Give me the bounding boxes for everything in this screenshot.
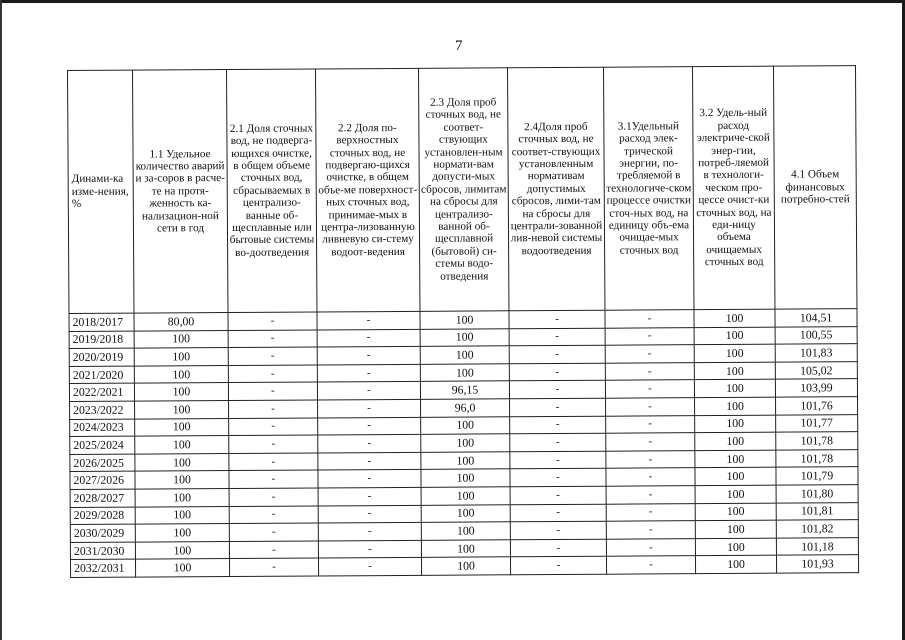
col-3-1-cell: - — [606, 450, 695, 468]
col-2-3-cell: 100 — [420, 346, 509, 364]
col-4-1-cell: 101,77 — [776, 414, 858, 432]
col-2-2-cell: - — [318, 558, 421, 576]
year-cell: 2021/2020 — [69, 366, 134, 384]
page-number: 7 — [455, 38, 463, 54]
col-1-1-cell: 100 — [135, 524, 229, 542]
year-cell: 2029/2028 — [70, 507, 135, 525]
col-2-4-cell: - — [509, 363, 605, 381]
col-2-1-cell: - — [229, 435, 318, 453]
col-2-3-cell: 100 — [421, 522, 510, 540]
col-2-3-cell: 100 — [421, 452, 510, 470]
col-2-4-cell: - — [509, 381, 605, 399]
col-2-4-cell: - — [510, 539, 606, 557]
year-cell: 2026/2025 — [70, 454, 135, 472]
col-1-1-cell: 100 — [135, 400, 229, 418]
col-3-2-cell: 100 — [695, 450, 776, 468]
col-3-1-cell: - — [606, 521, 695, 539]
col-3-1-cell: - — [605, 310, 694, 328]
col-1-1-cell: 100 — [135, 559, 229, 577]
year-cell: 2020/2019 — [69, 348, 134, 366]
col-2-3-cell: 100 — [421, 434, 510, 452]
col-4-1-cell: 101,82 — [776, 520, 858, 538]
col-3-2-cell: 100 — [695, 485, 776, 503]
col-2-1-cell: - — [229, 558, 318, 576]
col-2-2-cell: - — [318, 399, 421, 417]
col-2-2-cell: - — [318, 505, 421, 523]
col-2-4-cell: - — [510, 521, 606, 539]
col-3-1-cell: - — [606, 556, 695, 574]
col-4-1-cell: 101,18 — [776, 537, 858, 555]
col-2-4-cell: - — [510, 469, 606, 487]
col-2-4-cell: - — [510, 398, 606, 416]
col-2-3-cell: 96,0 — [421, 399, 510, 417]
col-3-2-cell: 100 — [694, 344, 775, 362]
col-2-3-cell: 100 — [421, 416, 510, 434]
col-2-4-cell: - — [510, 504, 606, 522]
scan-border-left — [0, 0, 2, 640]
col-2-2-cell: - — [317, 311, 420, 329]
col-1-1-cell: 100 — [135, 488, 229, 506]
col-1-1-cell: 100 — [134, 348, 228, 366]
column-header-3-2: 3.2 Удель-ный расход электриче-ской энер-гии, потреб-ляемой в технологи-ческом про-цессе очист-ки сточных вод, на еди-ницу объема очищаемых сточных вод — [692, 66, 774, 309]
col-2-1-cell: - — [228, 330, 317, 348]
year-cell: 2031/2030 — [70, 542, 135, 560]
col-1-1-cell: 100 — [134, 365, 228, 383]
year-cell: 2028/2027 — [70, 489, 135, 507]
col-1-1-cell: 100 — [134, 383, 228, 401]
col-2-1-cell: - — [229, 541, 318, 559]
col-2-4-cell: - — [510, 557, 606, 575]
table-header — [68, 66, 857, 314]
col-3-2-cell: 100 — [694, 362, 775, 380]
col-2-3-cell: 100 — [421, 504, 510, 522]
col-3-1-cell: - — [606, 503, 695, 521]
col-3-2-cell: 100 — [695, 397, 776, 415]
year-cell: 2027/2026 — [70, 471, 135, 489]
col-4-1-cell: 101,78 — [776, 432, 858, 450]
col-2-4-cell: - — [509, 310, 605, 328]
col-2-3-cell: 100 — [420, 364, 509, 382]
col-4-1-cell: 101,78 — [776, 449, 858, 467]
col-3-2-cell: 100 — [695, 432, 776, 450]
col-2-3-cell: 100 — [420, 328, 509, 346]
col-2-2-cell: - — [317, 347, 420, 365]
col-1-1-cell: 100 — [135, 418, 229, 436]
col-1-1-cell: 100 — [135, 506, 229, 524]
col-2-2-cell: - — [318, 487, 421, 505]
col-3-1-cell: - — [606, 538, 695, 556]
col-4-1-cell: 101,76 — [776, 397, 858, 415]
col-2-2-cell: - — [318, 452, 421, 470]
col-2-2-cell: - — [318, 417, 421, 435]
column-header-2-4: 2.4Доля проб сточных вод, не соответ-ствующих установленным нормативам допустимых сбросов, лими-там на сбросы для централи-зованной лив-невой системы водоотведения — [507, 67, 604, 311]
col-3-2-cell: 100 — [694, 327, 775, 345]
col-2-3-cell: 100 — [421, 469, 510, 487]
col-4-1-cell: 105,02 — [775, 361, 857, 379]
col-3-1-cell: - — [605, 380, 694, 398]
column-header-2-3: 2.3 Доля проб сточных вод, не соответ-ствующих установлен-ным нормати-вам допусти-мых сбросов, лимитам на сбросы для централизо-ванной об-щесплавной (бытовой) си-стемы водо-отведения — [418, 68, 508, 312]
col-2-2-cell: - — [317, 382, 420, 400]
col-1-1-cell: 100 — [135, 436, 229, 454]
col-2-1-cell: - — [228, 347, 317, 365]
col-2-1-cell: - — [228, 382, 317, 400]
col-3-1-cell: - — [606, 468, 695, 486]
col-2-2-cell: - — [317, 364, 420, 382]
column-header-4-1: 4.1 Объем финансовых потребно-стей — [773, 66, 856, 309]
col-2-2-cell: - — [318, 470, 421, 488]
col-4-1-cell: 104,51 — [775, 309, 857, 327]
col-2-2-cell: - — [318, 540, 421, 558]
col-3-2-cell: 100 — [695, 555, 776, 573]
col-2-1-cell: - — [229, 523, 318, 541]
col-2-1-cell: - — [229, 506, 318, 524]
col-3-1-cell: - — [606, 398, 695, 416]
col-2-4-cell: - — [510, 486, 606, 504]
column-header-3-1: 3.1Удельный расход элек-трической энергии, по-требляемой в технологиче-ском процессе очистки сточ-ных вод, на единицу объ-ема очищае-мых сточных вод — [603, 67, 693, 311]
year-cell: 2018/2017 — [69, 313, 134, 331]
col-3-1-cell: - — [605, 345, 694, 363]
year-cell: 2023/2022 — [70, 401, 135, 419]
col-2-2-cell: - — [318, 522, 421, 540]
col-2-3-cell: 96,15 — [420, 381, 509, 399]
col-3-1-cell: - — [606, 486, 695, 504]
col-1-1-cell: 100 — [135, 541, 229, 559]
year-cell: 2030/2029 — [70, 524, 135, 542]
column-header-change-dynamics: Динами-ка изме-нения, % — [68, 70, 134, 313]
col-2-3-cell: 100 — [421, 487, 510, 505]
table-body — [69, 309, 859, 578]
col-4-1-cell: 101,93 — [776, 555, 858, 573]
table-row — [70, 555, 858, 577]
col-3-2-cell: 100 — [695, 415, 776, 433]
col-2-1-cell: - — [228, 312, 317, 330]
col-4-1-cell: 100,55 — [775, 326, 857, 344]
column-header-1-1: 1.1 Удельное количество аварий и за-соров в расче-те на протя-женность ка-нализацион-ной сети в год — [133, 70, 228, 314]
col-3-2-cell: 100 — [695, 468, 776, 486]
col-4-1-cell: 101,79 — [776, 467, 858, 485]
col-2-1-cell: - — [229, 418, 318, 436]
col-2-1-cell: - — [229, 470, 318, 488]
col-4-1-cell: 101,80 — [776, 485, 858, 503]
col-4-1-cell: 103,99 — [775, 379, 857, 397]
scan-border-top — [0, 0, 905, 3]
year-cell: 2024/2023 — [70, 419, 135, 437]
year-cell: 2025/2024 — [70, 436, 135, 454]
col-4-1-cell: 101,83 — [775, 344, 857, 362]
col-2-1-cell: - — [229, 400, 318, 418]
col-2-1-cell: - — [229, 453, 318, 471]
col-2-4-cell: - — [510, 433, 606, 451]
col-3-2-cell: 100 — [695, 538, 776, 556]
col-2-3-cell: 100 — [421, 557, 510, 575]
col-2-4-cell: - — [509, 345, 605, 363]
col-3-2-cell: 100 — [695, 503, 776, 521]
col-1-1-cell: 100 — [135, 453, 229, 471]
col-3-2-cell: 100 — [694, 309, 775, 327]
column-header-2-1: 2.1 Доля сточных вод, не подверга-ющихся очистке, в общем объеме сточных вод, сбрасываемых в централизо-ванные об-щесплавные или бытовые системы во-доотведения — [227, 69, 317, 313]
col-2-4-cell: - — [510, 416, 606, 434]
col-4-1-cell: 101,81 — [776, 502, 858, 520]
col-2-4-cell: - — [510, 451, 606, 469]
year-cell: 2022/2021 — [69, 383, 134, 401]
column-header-2-2: 2.2 Доля по-верхностных сточных вод, не подвергаю-щихся очистке, в общем объе-ме поверхност-ных сточных вод, принимае-мых в центра-лизованную ливневую си-стему водоот-ведения — [315, 68, 419, 312]
year-cell: 2019/2018 — [69, 331, 134, 349]
col-2-2-cell: - — [317, 329, 420, 347]
col-2-3-cell: 100 — [420, 311, 509, 329]
year-cell: 2032/2031 — [70, 559, 135, 577]
col-3-2-cell: 100 — [694, 380, 775, 398]
header-row — [68, 66, 857, 314]
indicators-table — [67, 65, 859, 578]
col-3-1-cell: - — [605, 362, 694, 380]
col-2-1-cell: - — [229, 488, 318, 506]
col-2-1-cell: - — [228, 365, 317, 383]
col-1-1-cell: 100 — [134, 330, 228, 348]
col-1-1-cell: 80,00 — [134, 313, 228, 331]
col-1-1-cell: 100 — [135, 471, 229, 489]
col-2-3-cell: 100 — [421, 540, 510, 558]
col-3-1-cell: - — [605, 327, 694, 345]
col-3-1-cell: - — [606, 433, 695, 451]
col-3-2-cell: 100 — [695, 520, 776, 538]
col-2-2-cell: - — [318, 435, 421, 453]
col-3-1-cell: - — [606, 415, 695, 433]
col-2-4-cell: - — [509, 328, 605, 346]
